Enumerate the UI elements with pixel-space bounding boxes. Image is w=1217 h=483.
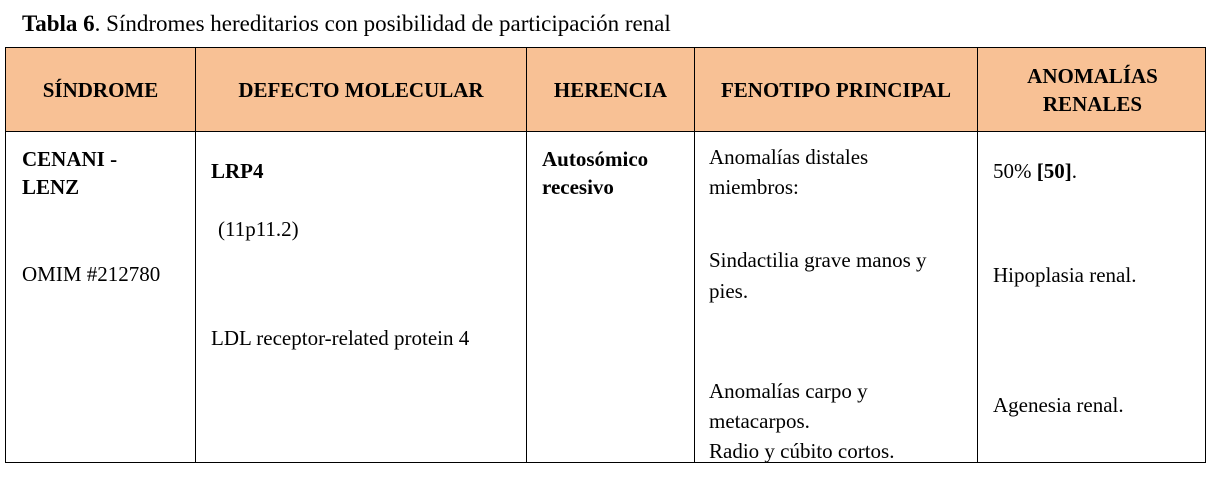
header-anomalias-line2: RENALES xyxy=(1042,92,1143,116)
header-anomalias-renales xyxy=(978,48,1207,132)
header-anomalias-line1: ANOMALÍAS xyxy=(1027,64,1158,88)
inheritance-line1: Autosómico xyxy=(542,147,649,171)
syndrome-omim: OMIM #212780 xyxy=(22,262,161,286)
phenotype-3-line2: metacarpos. xyxy=(709,409,810,433)
table-caption xyxy=(22,10,671,38)
phenotype-2-line2: pies. xyxy=(709,279,749,303)
renal-percentage-value: 50% xyxy=(993,159,1032,183)
inheritance-line2: recesivo xyxy=(542,175,614,199)
caption-text: . Síndromes hereditarios con posibilidad de participación renal xyxy=(94,11,671,36)
header-herencia: HERENCIA xyxy=(553,78,668,102)
header-defecto-molecular: DEFECTO MOLECULAR xyxy=(238,78,484,102)
renal-percentage-end: . xyxy=(1071,159,1077,183)
gene-protein: LDL receptor-related protein 4 xyxy=(211,326,470,350)
syndrome-name-line1: CENANI - xyxy=(22,147,118,171)
header-fenotipo-principal: FENOTIPO PRINCIPAL xyxy=(720,78,952,102)
gene-locus: (11p11.2) xyxy=(218,217,299,241)
renal-anomaly-agenesis: Agenesia renal. xyxy=(993,393,1124,417)
syndrome-name-line2: LENZ xyxy=(22,175,80,199)
gene-name: LRP4 xyxy=(211,159,264,183)
syndromes-table xyxy=(5,47,1206,463)
phenotype-3-line1: Anomalías carpo y xyxy=(709,379,868,403)
phenotype-1-line1: Anomalías distales xyxy=(709,145,869,169)
phenotype-1-line2: miembros: xyxy=(709,175,799,199)
phenotype-3-line3: Radio y cúbito cortos. xyxy=(709,439,895,463)
caption-label: Tabla 6 xyxy=(22,11,95,36)
renal-anomaly-percentage xyxy=(993,157,1077,185)
reference-citation: [50] xyxy=(1036,159,1072,183)
phenotype-2-line1: Sindactilia grave manos y xyxy=(709,248,927,272)
renal-anomaly-hypoplasia: Hipoplasia renal. xyxy=(993,263,1137,287)
header-sindrome: SÍNDROME xyxy=(42,78,159,102)
